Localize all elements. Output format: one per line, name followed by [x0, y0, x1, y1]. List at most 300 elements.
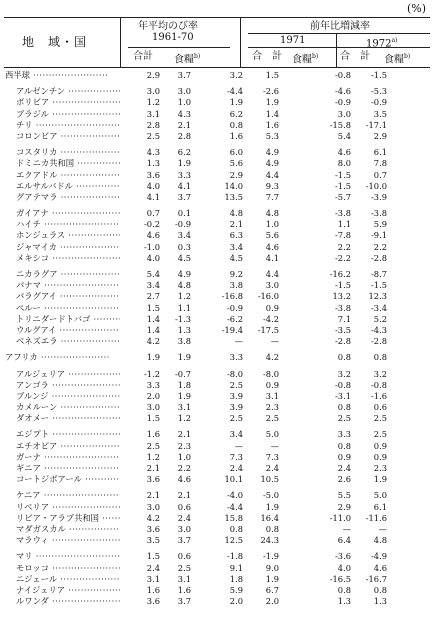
value-cell: 3.6	[146, 596, 160, 607]
value-cell: 3.4	[229, 429, 243, 440]
value-cell: 0.6	[177, 551, 191, 562]
header-divider	[248, 47, 430, 48]
value-cell: 4.0	[146, 252, 160, 263]
table-row	[4, 208, 430, 219]
country-name: ホンジュラス ·····	[16, 230, 120, 241]
value-cell: 2.5	[229, 379, 243, 390]
value-cell: 3.5	[373, 108, 387, 119]
value-cell: 1.0	[265, 219, 279, 230]
value-cell: 1.9	[373, 474, 387, 485]
country-name: メキシコ ·····	[16, 253, 120, 264]
value-cell: -1.9	[263, 551, 279, 562]
value-cell: -5.3	[371, 86, 387, 97]
value-cell: 0.8	[337, 440, 351, 451]
value-cell: 7.1	[337, 313, 351, 324]
value-cell: 0.8	[265, 523, 279, 534]
unit-label: (%)	[406, 2, 426, 15]
value-cell: 2.5	[265, 413, 279, 424]
value-cell: 3.2	[373, 368, 387, 379]
value-cell: 1.9	[177, 352, 191, 363]
value-cell: 7.3	[229, 451, 243, 462]
table-row	[4, 219, 430, 230]
value-cell: 2.1	[177, 119, 191, 130]
table-row	[4, 452, 430, 463]
value-cell: 4.1	[177, 180, 191, 191]
table-row	[4, 86, 430, 97]
value-cell: 2.3	[373, 463, 387, 473]
value-cell: -0.9	[175, 219, 191, 230]
value-cell: 3.4	[177, 230, 191, 241]
value-cell: 4.6	[265, 241, 279, 252]
value-cell: 7.7	[265, 191, 279, 202]
value-cell: -5.7	[335, 191, 351, 202]
table-row	[4, 336, 430, 347]
table-row	[4, 474, 430, 485]
value-cell: 3.4	[229, 241, 243, 252]
row-group	[4, 269, 430, 347]
value-cell: 3.0	[337, 108, 351, 119]
value-cell: 1.4	[146, 324, 160, 335]
country-name: モロッコ ·····	[16, 563, 120, 574]
value-cell: -1.8	[227, 551, 243, 562]
value-cell: 1.8	[177, 379, 191, 390]
country-name: マラウィ ·····	[16, 535, 120, 546]
value-cell: -3.9	[371, 191, 387, 202]
country-name: ルワンダ ·····	[16, 596, 120, 607]
value-cell: -2.6	[263, 86, 279, 97]
value-cell: 3.9	[229, 390, 243, 401]
value-cell: 3.9	[229, 402, 243, 413]
value-cell: -4.4	[227, 86, 243, 97]
value-cell: -0.2	[144, 219, 160, 230]
country-name: ドミニカ共和国 ·····	[16, 158, 120, 169]
value-cell: 1.3	[337, 596, 351, 607]
value-cell: 1.9	[265, 573, 279, 584]
table-row	[4, 269, 430, 280]
value-cell: 3.1	[146, 108, 160, 119]
country-name: チリ ·····	[16, 120, 120, 131]
value-cell: -1.3	[175, 313, 191, 324]
value-cell: 1.4	[146, 313, 160, 324]
table-row	[4, 314, 430, 325]
value-cell: 4.6	[337, 147, 351, 158]
value-cell: 5.0	[265, 429, 279, 440]
value-cell: -3.6	[335, 551, 351, 562]
header-divider	[128, 47, 230, 48]
table-body	[4, 70, 430, 612]
value-cell: 3.6	[146, 523, 160, 534]
value-cell: —	[234, 440, 243, 451]
value-cell: 10.5	[260, 474, 279, 485]
value-cell: 2.0	[229, 596, 243, 607]
country-name: マリ ·····	[16, 551, 120, 562]
value-cell: 2.8	[146, 119, 160, 130]
value-cell: 2.5	[373, 413, 387, 424]
row-group	[4, 551, 430, 607]
value-cell: 2.8	[177, 130, 191, 141]
value-cell: 0.8	[373, 584, 387, 595]
country-name: 西半球 ·····	[5, 70, 109, 81]
value-cell: -1.5	[371, 70, 387, 80]
country-name: ガイアナ ·····	[16, 208, 120, 219]
country-name: ブルンジ ·····	[16, 391, 120, 402]
value-cell: -8.0	[227, 368, 243, 379]
value-cell: -4.4	[227, 501, 243, 512]
row-group	[4, 490, 430, 546]
value-cell: -2.2	[335, 252, 351, 263]
table-row	[4, 574, 430, 585]
table-row	[4, 490, 430, 501]
value-cell: 3.8	[177, 336, 191, 347]
value-cell: 5.3	[265, 130, 279, 141]
avg-period-header: 1961-70	[152, 32, 194, 43]
value-cell: 24.3	[260, 535, 279, 546]
table-row	[4, 120, 430, 131]
value-cell: 2.9	[146, 70, 160, 80]
value-cell: -11.6	[365, 512, 387, 523]
value-cell: -16.0	[257, 291, 279, 302]
value-cell: -4.3	[371, 324, 387, 335]
value-cell: 3.8	[229, 280, 243, 291]
value-cell: -1.5	[335, 169, 351, 180]
value-cell: 2.1	[146, 463, 160, 473]
value-cell: -4.2	[263, 313, 279, 324]
value-cell: 6.1	[373, 147, 387, 158]
value-cell: 4.0	[146, 180, 160, 191]
value-cell: 1.9	[229, 97, 243, 108]
value-cell: 3.1	[146, 573, 160, 584]
value-cell: 3.3	[337, 429, 351, 440]
value-cell: -0.8	[371, 379, 387, 390]
country-name: ニカラグア ·····	[16, 269, 120, 280]
value-cell: 9.2	[229, 269, 243, 279]
value-cell: -10.0	[365, 180, 387, 191]
value-cell: 3.0	[265, 280, 279, 291]
value-cell: 0.8	[337, 352, 351, 363]
value-cell: 1.4	[265, 108, 279, 119]
year-1971-header: 1971	[280, 35, 306, 46]
value-cell: -6.2	[227, 313, 243, 324]
value-cell: 0.9	[337, 451, 351, 462]
value-cell: —	[270, 336, 279, 347]
value-cell: -0.9	[335, 97, 351, 108]
value-cell: 3.7	[177, 191, 191, 202]
country-name: パナマ ·····	[16, 280, 120, 291]
value-cell: 0.8	[373, 352, 387, 363]
header-divider	[248, 33, 430, 34]
avg-total-header: 合計	[133, 51, 153, 62]
value-cell: 0.6	[373, 402, 387, 413]
value-cell: -3.8	[335, 302, 351, 313]
value-cell: 2.6	[337, 474, 351, 485]
value-cell: -11.0	[329, 512, 351, 523]
row-group	[4, 208, 430, 264]
value-cell: 6.3	[229, 230, 243, 241]
country-name: ウルグアイ ·····	[16, 325, 120, 336]
value-cell: 5.6	[265, 230, 279, 241]
value-cell: 0.8	[337, 584, 351, 595]
value-cell: 3.0	[146, 402, 160, 413]
value-cell: 3.3	[146, 379, 160, 390]
table-row	[4, 369, 430, 380]
value-cell: 1.2	[177, 291, 191, 302]
country-name: コートジボアール ·····	[16, 474, 120, 485]
value-cell: 3.7	[177, 535, 191, 546]
value-cell: 3.7	[177, 70, 191, 80]
value-cell: 1.6	[265, 119, 279, 130]
value-cell: 12.5	[224, 535, 243, 546]
value-cell: -2.8	[335, 336, 351, 347]
value-cell: 2.0	[146, 390, 160, 401]
country-name: アフリカ ·····	[5, 352, 109, 363]
country-name: ケニア ·····	[16, 490, 120, 501]
value-cell: 1.8	[229, 573, 243, 584]
value-cell: -4.6	[335, 86, 351, 97]
value-cell: 5.6	[229, 158, 243, 169]
value-cell: 4.8	[229, 208, 243, 219]
value-cell: 2.5	[373, 429, 387, 440]
table-row	[4, 181, 430, 192]
country-name: ダオメー ·····	[16, 413, 120, 424]
value-cell: 0.1	[177, 208, 191, 219]
table-row	[4, 402, 430, 413]
value-cell: 6.7	[265, 584, 279, 595]
value-cell: -16.5	[329, 573, 351, 584]
value-cell: 2.1	[177, 490, 191, 501]
value-cell: 4.2	[146, 336, 160, 347]
value-cell: -16.2	[329, 269, 351, 279]
value-cell: 4.6	[177, 474, 191, 485]
value-cell: -2.8	[371, 336, 387, 347]
value-cell: -3.8	[371, 208, 387, 219]
value-cell: -1.5	[371, 280, 387, 291]
value-cell: 2.0	[265, 596, 279, 607]
value-cell: 6.2	[229, 108, 243, 119]
value-cell: 0.9	[373, 440, 387, 451]
value-cell: 1.5	[265, 70, 279, 80]
value-cell: —	[234, 336, 243, 347]
value-cell: 0.9	[373, 451, 387, 462]
value-cell: 2.4	[146, 562, 160, 573]
value-cell: 5.4	[337, 130, 351, 141]
country-name: リベリア ·····	[16, 502, 120, 513]
table-row	[4, 158, 430, 169]
value-cell: 4.3	[177, 108, 191, 119]
table-row	[4, 463, 430, 474]
value-cell: 0.8	[229, 523, 243, 534]
avg-growth-header: 年平均のび率	[138, 21, 198, 32]
value-cell: -2.8	[371, 252, 387, 263]
country-name: エジプト ·····	[16, 429, 120, 440]
region-total-row	[4, 352, 430, 363]
row-group	[4, 369, 430, 425]
value-cell: 1.0	[177, 97, 191, 108]
value-cell: 2.5	[177, 562, 191, 573]
country-name: ボリビア ·····	[16, 97, 120, 108]
avg-food-header: 食糧$^{b)}$	[174, 53, 201, 66]
value-cell: -0.7	[175, 368, 191, 379]
value-cell: 2.9	[229, 169, 243, 180]
value-cell: -3.4	[371, 302, 387, 313]
value-cell: 10.1	[224, 474, 243, 485]
value-cell: 0.6	[177, 501, 191, 512]
value-cell: 5.5	[337, 490, 351, 501]
value-cell: -4.0	[227, 490, 243, 501]
value-cell: -5.0	[263, 490, 279, 501]
value-cell: 5.9	[229, 584, 243, 595]
value-cell: -17.5	[257, 324, 279, 335]
value-cell: 5.9	[373, 219, 387, 230]
value-cell: -0.8	[335, 70, 351, 80]
value-cell: -8.7	[371, 269, 387, 279]
value-cell: 8.0	[337, 158, 351, 169]
value-cell: 3.1	[265, 390, 279, 401]
value-cell: 6.2	[177, 147, 191, 158]
table-row	[4, 524, 430, 535]
value-cell: -4.9	[371, 551, 387, 562]
value-cell: 3.1	[177, 573, 191, 584]
table-row	[4, 429, 430, 440]
value-cell: 3.0	[177, 86, 191, 97]
value-cell: 1.5	[146, 302, 160, 313]
value-cell: -9.1	[371, 230, 387, 241]
value-cell: 2.4	[265, 463, 279, 473]
value-cell: 14.0	[224, 180, 243, 191]
value-cell: 3.0	[146, 501, 160, 512]
yoy-change-header: 前年比増減率	[310, 21, 370, 32]
value-cell: 9.3	[265, 180, 279, 191]
value-cell: 1.1	[177, 302, 191, 313]
value-cell: 0.3	[177, 241, 191, 252]
value-cell: -1.5	[335, 280, 351, 291]
table-row	[4, 513, 430, 524]
value-cell: 9.1	[229, 562, 243, 573]
country-name: ハイチ ·····	[16, 219, 120, 230]
country-name: ニジェール ·····	[16, 574, 120, 585]
country-name: アンゴラ ·····	[16, 380, 120, 391]
table-row	[4, 280, 430, 291]
value-cell: 0.9	[265, 379, 279, 390]
country-name: トリニダードトバゴ ·····	[16, 314, 120, 325]
value-cell: -0.9	[227, 302, 243, 313]
y1972-total-header: 合 計	[340, 51, 370, 62]
country-name: リビア・アラブ共和国 ·····	[16, 513, 120, 524]
value-cell: 2.1	[177, 429, 191, 440]
value-cell: -16.7	[365, 573, 387, 584]
value-cell: 2.1	[146, 490, 160, 501]
value-cell: 2.5	[146, 440, 160, 451]
country-name: ブラジル ·····	[16, 109, 120, 120]
header-divider	[120, 17, 121, 67]
value-cell: 1.5	[146, 413, 160, 424]
value-cell: -1.6	[371, 390, 387, 401]
value-cell: 2.5	[337, 413, 351, 424]
table-row	[4, 502, 430, 513]
country-name: ジャマイカ ·····	[16, 242, 120, 253]
value-cell: -3.5	[335, 324, 351, 335]
value-cell: 1.9	[265, 97, 279, 108]
value-cell: 6.1	[373, 501, 387, 512]
value-cell: 4.5	[229, 252, 243, 263]
value-cell: 6.4	[337, 535, 351, 546]
value-cell: 1.2	[146, 97, 160, 108]
value-cell: 2.4	[337, 463, 351, 473]
value-cell: —	[378, 523, 387, 534]
country-name: エチオピア ·····	[16, 441, 120, 452]
value-cell: 16.4	[260, 512, 279, 523]
value-cell: 0.7	[373, 169, 387, 180]
value-cell: 2.7	[146, 291, 160, 302]
value-cell: 4.9	[265, 158, 279, 169]
value-cell: 3.6	[146, 169, 160, 180]
table-row	[4, 413, 430, 424]
row-group	[4, 86, 430, 142]
value-cell: —	[342, 523, 351, 534]
table-row	[4, 380, 430, 391]
value-cell: 5.4	[146, 269, 160, 279]
value-cell: 13.5	[224, 191, 243, 202]
value-cell: 1.2	[146, 451, 160, 462]
value-cell: -16.8	[221, 291, 243, 302]
value-cell: 2.3	[265, 402, 279, 413]
value-cell: 4.6	[373, 562, 387, 573]
table-row	[4, 192, 430, 203]
value-cell: 5.0	[373, 490, 387, 501]
value-cell: 2.4	[177, 512, 191, 523]
value-cell: 4.5	[177, 252, 191, 263]
value-cell: 3.7	[177, 596, 191, 607]
value-cell: 0.8	[229, 119, 243, 130]
value-cell: 2.1	[229, 219, 243, 230]
table-row	[4, 170, 430, 181]
value-cell: -0.8	[335, 379, 351, 390]
value-cell: -7.8	[335, 230, 351, 241]
country-name: ベネズエラ ·····	[16, 336, 120, 347]
value-cell: 3.0	[146, 86, 160, 97]
country-name: ギニア ·····	[16, 463, 120, 474]
value-cell: -8.0	[263, 368, 279, 379]
value-cell: 4.6	[146, 230, 160, 241]
value-cell: 4.8	[373, 535, 387, 546]
value-cell: 3.6	[146, 474, 160, 485]
country-name: パラグアイ ·····	[16, 291, 120, 302]
value-cell: 3.0	[177, 523, 191, 534]
table-row	[4, 325, 430, 336]
value-cell: 3.2	[229, 70, 243, 80]
value-cell: -19.4	[221, 324, 243, 335]
value-cell: -0.9	[371, 97, 387, 108]
value-cell: 5.2	[373, 313, 387, 324]
value-cell: 1.6	[146, 584, 160, 595]
value-cell: 13.2	[332, 291, 351, 302]
country-name: コロンビア ·····	[16, 131, 120, 142]
value-cell: -3.8	[335, 208, 351, 219]
value-cell: 1.3	[373, 596, 387, 607]
row-group	[4, 352, 430, 363]
value-cell: 1.2	[177, 413, 191, 424]
value-cell: 2.2	[373, 241, 387, 252]
value-cell: 7.3	[265, 451, 279, 462]
value-cell: 1.9	[177, 390, 191, 401]
y1972-food-header: 食糧$^{b)}$	[384, 53, 411, 66]
table-row	[4, 563, 430, 574]
value-cell: 2.5	[229, 413, 243, 424]
value-cell: 4.8	[265, 208, 279, 219]
country-name: エクアドル ·····	[16, 170, 120, 181]
value-cell: 3.3	[177, 169, 191, 180]
value-cell: 1.1	[337, 219, 351, 230]
value-cell: 1.6	[177, 584, 191, 595]
